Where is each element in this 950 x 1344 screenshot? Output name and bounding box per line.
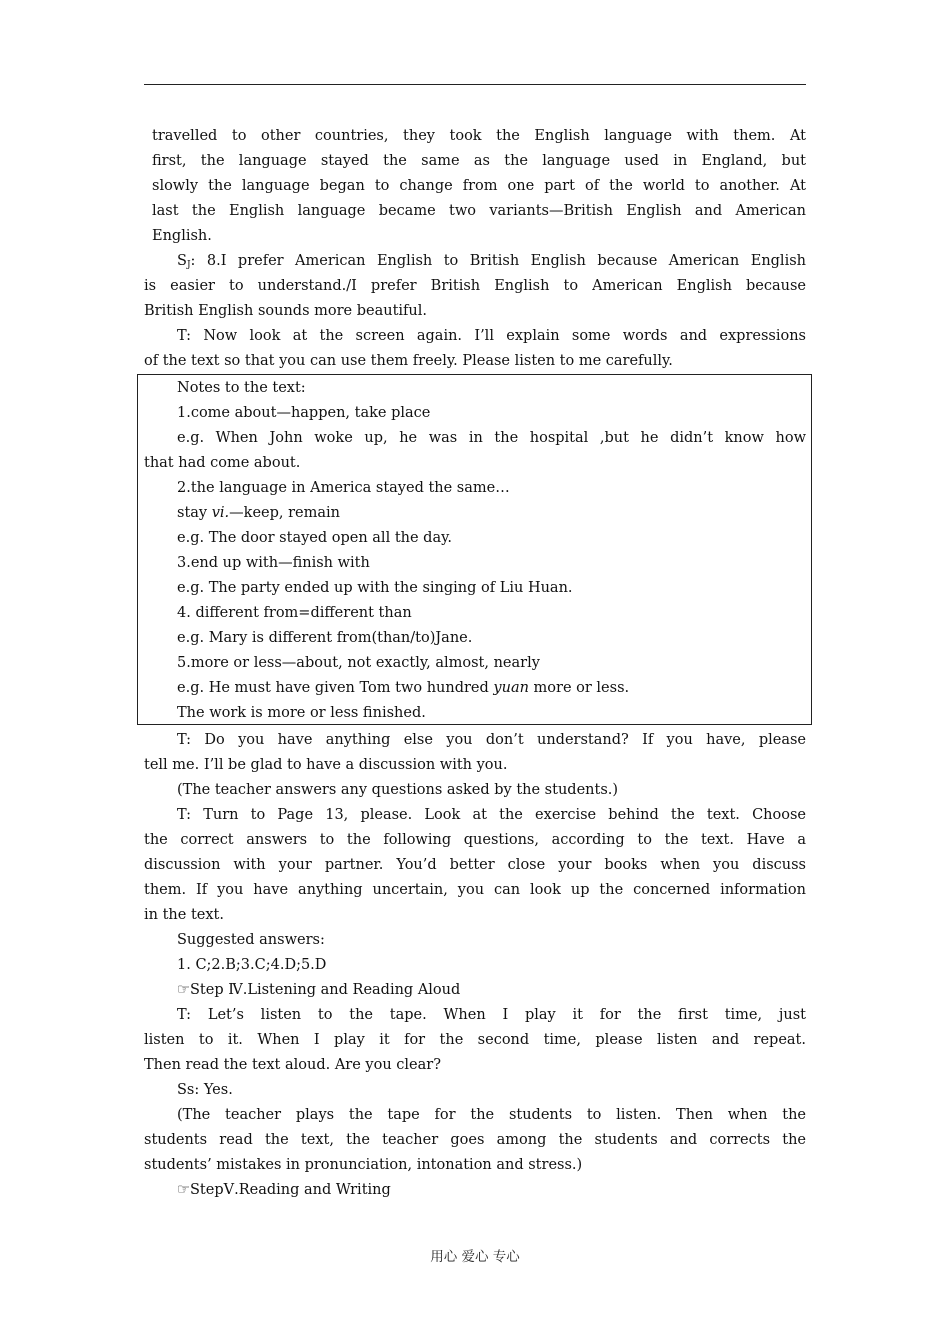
t3-line-3: discussion with your partner. You’d better close your books when you discuss [144,857,806,873]
intro-line-3: slowly the language began to change from one part of the world to another. At [152,178,806,194]
eg5-before: e.g. He must have given Tom two hundred [177,680,494,696]
note-example-3: e.g. The party ended up with the singing of Liu Huan. [177,580,573,596]
t3-line-1: T: Turn to Page 13, please. Look at the exercise behind the text. Choose [177,807,806,823]
page-footer: 用心 爱心 专心 [430,1249,520,1265]
note-example-4: e.g. Mary is different from(than/to)Jane. [177,630,473,646]
note-item-5: 5.more or less—about, not exactly, almost, nearly [177,655,540,671]
sj-speaker: S [177,253,187,269]
t4-line-2: listen to it. When I play it for the second time, please listen and repeat. [144,1032,806,1048]
sj-answer-line-3: British English sounds more beautiful. [144,303,427,319]
teacher-line-1: T: Now look at the screen again. I’ll explain some words and expressions [177,328,806,344]
eg5-yuan: yuan [493,680,529,696]
t3-line-5: in the text. [144,907,224,923]
note-example-1-line-2: that had come about. [144,455,301,471]
note2-line-3: students’ mistakes in pronunciation, intonation and stress.) [144,1157,583,1173]
sj-text: : 8.I prefer American English to British English because American English [190,253,806,269]
notes-title: Notes to the text: [177,380,306,396]
sj-answer-line-1 [177,249,806,274]
teacher-line-2: of the text so that you can use them freely. Please listen to me carefully. [144,353,673,369]
intro-line-2: first, the language stayed the same as the language used in England, but [152,153,806,169]
intro-line-4: last the English language became two variants—British English and American [152,203,806,219]
t3-line-4: them. If you have anything uncertain, you can look up the concerned information [144,882,806,898]
note-item-2-definition [177,501,806,526]
note2-line-1: (The teacher plays the tape for the students to listen. Then when the [177,1107,806,1123]
t2-line-2: tell me. I’ll be glad to have a discussion with you. [144,757,508,773]
t2-note: (The teacher answers any questions asked by the students.) [177,782,619,798]
stay-definition: —keep, remain [229,505,341,521]
sj-answer-line-2: is easier to understand./I prefer British English to American English because [144,278,806,294]
note-example-5b: The work is more or less finished. [177,705,426,721]
note-example-1-line-1: e.g. When John woke up, he was in the hospital ,but he didn’t know how [177,430,806,446]
sj-speaker-sub: J [186,260,191,270]
note-example-5 [177,676,806,701]
t3-line-2: the correct answers to the following questions, according to the text. Have a [144,832,806,848]
note-item-1: 1.come about—happen, take place [177,405,431,421]
eg5-after: more or less. [528,680,630,696]
note2-line-2: students read the text, the teacher goes among the students and corrects the [144,1132,806,1148]
intro-line-5: English. [152,228,212,244]
header-rule [144,84,806,85]
note-item-2: 2.the language in America stayed the same… [177,480,510,496]
stay-part-of-speech: vi. [211,505,230,521]
suggested-answers: 1. C;2.B;3.C;4.D;5.D [177,957,327,973]
note-example-2: e.g. The door stayed open all the day. [177,530,452,546]
stay-word: stay [177,505,212,521]
note-item-3: 3.end up with—finish with [177,555,370,571]
step-5-heading: ☞StepⅤ.Reading and Writing [177,1182,391,1198]
t4-line-3: Then read the text aloud. Are you clear? [144,1057,441,1073]
intro-line-1: travelled to other countries, they took the English language with them. At [152,128,806,144]
suggested-label: Suggested answers: [177,932,325,948]
t2-line-1: T: Do you have anything else you don’t understand? If you have, please [177,732,806,748]
ss-reply: Ss: Yes. [177,1082,233,1098]
t4-line-1: T: Let’s listen to the tape. When I play it for the first time, just [177,1007,806,1023]
note-item-4: 4. different from=different than [177,605,412,621]
step-4-heading: ☞Step Ⅳ.Listening and Reading Aloud [177,982,461,998]
